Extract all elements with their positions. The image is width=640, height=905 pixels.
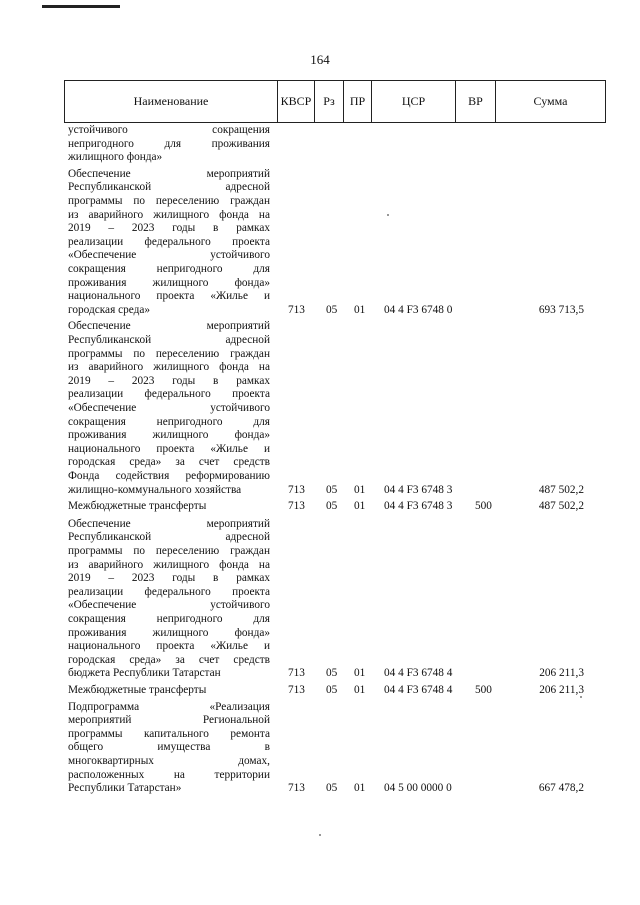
- row-name-line: городская среда»: [68, 303, 151, 316]
- row-name-line: из аварийного жилищного фонда на: [68, 361, 270, 374]
- cell-sum: 487 502,2: [538, 500, 584, 513]
- row-name-line: городская среда» за счет средств: [68, 653, 270, 666]
- row-name-line: проживания жилищного фонда»: [68, 429, 270, 442]
- row-name-line: «Обеспечение устойчивого: [68, 599, 270, 612]
- row-name-line: бюджета Республики Татарстан: [68, 667, 221, 680]
- row-name-line: национального проекта «Жилье и: [68, 640, 270, 653]
- row-name-line: Обеспечение мероприятий: [68, 320, 270, 333]
- row-name-line: Республики Татарстан»: [68, 782, 182, 795]
- cell-pr: 01: [354, 684, 366, 696]
- top-edge-mark: [42, 5, 120, 8]
- header-vr: ВР: [455, 81, 495, 122]
- cell-rz: 05: [326, 303, 338, 316]
- row-name: [68, 500, 270, 514]
- page-number: 164: [310, 52, 330, 67]
- row-name-line: из аварийного жилищного фонда на: [68, 208, 270, 221]
- cell-csr: 04 5 00 0000 0: [384, 782, 452, 795]
- header-name: Наименование: [133, 94, 209, 108]
- row-name-line: Фонда содействия реформированию: [68, 469, 270, 482]
- cell-sum: 667 478,2: [538, 782, 584, 795]
- row-name-line: расположенных на территории: [68, 768, 270, 781]
- row-name: [68, 701, 270, 796]
- header-kvsr: КВСР: [277, 81, 314, 122]
- cell-kvsr: 713: [288, 782, 305, 795]
- row-name-line: Республиканской адресной: [68, 333, 270, 346]
- table-header: [64, 80, 606, 123]
- row-name-line: реализации федерального проекта: [68, 388, 270, 401]
- row-name-line: проживания жилищного фонда»: [68, 626, 270, 639]
- row-name-line: сокращения непригодного для: [68, 612, 270, 625]
- row-name-line: национального проекта «Жилье и: [68, 290, 270, 303]
- cell-kvsr: 713: [288, 303, 305, 316]
- cell-sum: 206 211,3: [539, 684, 584, 696]
- cell-vr: 500: [475, 500, 492, 513]
- row-name-line: жилищно-коммунального хозяйства: [68, 483, 242, 496]
- cell-sum: 206 211,3: [539, 667, 584, 680]
- row-name: [68, 320, 270, 497]
- cell-kvsr: 713: [288, 667, 305, 680]
- cell-sum: 487 502,2: [538, 483, 584, 496]
- header-rz: Рз: [314, 81, 343, 122]
- cell-kvsr: 713: [288, 483, 305, 496]
- header-sum: Сумма: [495, 81, 605, 122]
- cell-rz: 05: [326, 782, 338, 795]
- row-name-line: программы по переселению граждан: [68, 194, 270, 207]
- row-name: [68, 168, 270, 318]
- row-name-line: проживания жилищного фонда»: [68, 276, 270, 289]
- row-name-line: непригодного для проживания: [68, 137, 270, 150]
- row-name-line: Межбюджетные трансферты: [68, 500, 207, 513]
- row-name-line: сокращения непригодного для: [68, 415, 270, 428]
- row-name-line: программы по переселению граждан: [68, 347, 270, 360]
- cell-kvsr: 713: [288, 684, 305, 696]
- row-name-line: из аварийного жилищного фонда на: [68, 558, 270, 571]
- cell-rz: 05: [326, 483, 338, 496]
- cell-sum: 693 713,5: [538, 303, 584, 316]
- cell-kvsr: 713: [288, 500, 305, 513]
- row-name-line: общего имущества в: [68, 741, 270, 754]
- cell-pr: 01: [354, 483, 366, 496]
- row-name-line: сокращения непригодного для: [68, 262, 270, 275]
- cell-vr: 500: [475, 684, 492, 696]
- row-name-line: программы по переселению граждан: [68, 544, 270, 557]
- header-pr: ПР: [343, 81, 371, 122]
- row-name: [68, 124, 270, 165]
- row-name-line: многоквартирных домах,: [68, 754, 270, 767]
- row-name-line: Подпрограмма «Реализация: [68, 700, 270, 713]
- cell-csr: 04 4 F3 6748 0: [384, 303, 453, 316]
- scan-speck: [319, 834, 321, 836]
- header-csr: ЦСР: [371, 81, 455, 122]
- row-name-line: Межбюджетные трансферты: [68, 684, 207, 696]
- cell-csr: 04 4 F3 6748 3: [384, 500, 453, 513]
- cell-rz: 05: [326, 684, 338, 696]
- row-name-line: «Обеспечение устойчивого: [68, 401, 270, 414]
- row-name-line: 2019 – 2023 годы в рамках: [68, 222, 270, 235]
- row-name-line: реализации федерального проекта: [68, 235, 270, 248]
- row-name-line: Республиканской адресной: [68, 181, 270, 194]
- cell-rz: 05: [326, 500, 338, 513]
- row-name-line: устойчивого сокращения: [68, 124, 270, 136]
- cell-pr: 01: [354, 782, 366, 795]
- cell-csr: 04 4 F3 6748 3: [384, 483, 453, 496]
- cell-csr: 04 4 F3 6748 4: [384, 667, 453, 680]
- row-name-line: городская среда» за счет средств: [68, 456, 270, 469]
- row-name-line: национального проекта «Жилье и: [68, 442, 270, 455]
- row-name-line: Обеспечение мероприятий: [68, 167, 270, 180]
- cell-pr: 01: [354, 303, 366, 316]
- cell-rz: 05: [326, 667, 338, 680]
- scan-speck: [387, 214, 389, 216]
- row-name-line: реализации федерального проекта: [68, 585, 270, 598]
- row-name: [68, 518, 270, 681]
- cell-csr: 04 4 F3 6748 4: [384, 684, 453, 696]
- row-name-line: мероприятий Региональной: [68, 714, 270, 727]
- row-name-line: жилищного фонда»: [68, 151, 163, 164]
- row-name-line: 2019 – 2023 годы в рамках: [68, 374, 270, 387]
- cell-pr: 01: [354, 667, 366, 680]
- cell-pr: 01: [354, 500, 366, 513]
- scan-speck: [580, 696, 582, 698]
- row-name-line: программы капитального ремонта: [68, 727, 270, 740]
- row-name-line: Республиканской адресной: [68, 531, 270, 544]
- row-name-line: Обеспечение мероприятий: [68, 517, 270, 530]
- row-name: [68, 684, 270, 698]
- row-name-line: «Обеспечение устойчивого: [68, 249, 270, 262]
- row-name-line: 2019 – 2023 годы в рамках: [68, 572, 270, 585]
